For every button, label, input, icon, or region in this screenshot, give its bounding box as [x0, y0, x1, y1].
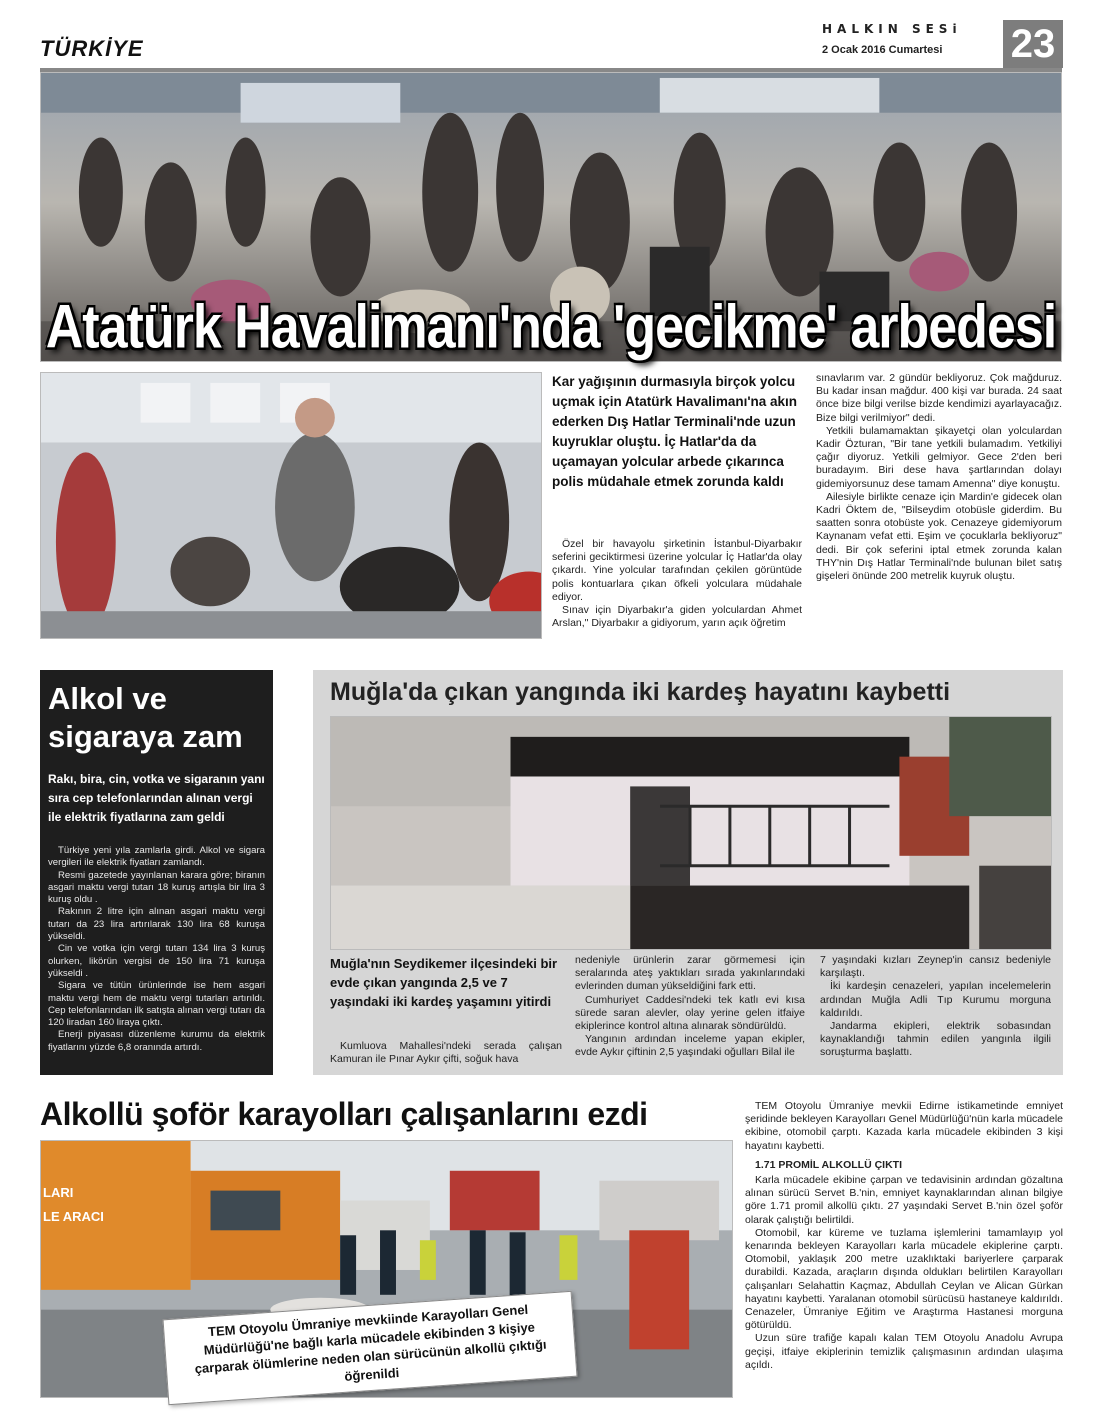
sidebar-p1: Türkiye yeni yıla zamlarla girdi. Alkol ve sigara vergileri ile elektrik fiyatları zamlandı.: [48, 845, 265, 869]
fire-col3-p1: 7 yaşındaki kızları Zeynep'in cansız bedeniyle karşılaştı.: [820, 954, 1051, 980]
accident-p3: Otomobil, kar küreme ve tuzlama işlemlerini tamamlayıp yol kenarında bekleyen Karayolları karla mücadele ekiplerine çarptı. Otomobil, yaklaşık 200 metre uzaklıktaki bariyerlere çarparak durabildi. Kazada, araçların dışında oldukları belirtilen Karayolları çalışanları Selahattin Kaçmaz, Abdullah Ceylan ve Alican Gürkan hayatını kaybetti. Yaralanan otomobil sürücüsü hastaneye kaldırıldı. Cenazeler, Ümraniye Eğitim ve Araştırma Hastanesi morguna götürüldü.: [745, 1226, 1063, 1332]
fire-col2-p3: Yangının ardından inceleme yapan ekipler, evde Aykır çiftinin 2,5 yaşındaki oğulları Bilal ile: [575, 1033, 805, 1059]
sidebar-p4: Cin ve votka için vergi tutarı 134 lira 3 kuruş olurken, likörün vergisi de 150 lira 71 kuruşa yükseldi .: [48, 943, 265, 979]
fire-col2-p1: nedeniyle ürünlerin zarar görmemesi için seralarında ateş yaktıkları sırada yakınlarındaki evlerinden duman yükseldiğini fark etti.: [575, 954, 805, 993]
airport-waiting-photo: [40, 372, 542, 639]
fire-col3-p2: İki kardeşin cenazeleri, yapılan incelemelerin ardından Muğla Adli Tıp Kurumu morguna kaldırıldı.: [820, 980, 1051, 1019]
airport-col2-p2: Yetkili bulamamaktan şikayetçi olan yolculardan Kadir Özturan, "Bir tane yetkili bulamadım. Yetkiliyi çağır diyoruz. Yetkili gelmiyor. Gece 2'den beri buradayım. Biri dese hava şartlarından dolayı gidemiyorsunuz dese tamam Amenna" diye konuştu.: [816, 424, 1062, 490]
burned-house-photo: [330, 716, 1052, 950]
issue-date: 2 Ocak 2016 Cumartesi: [822, 44, 943, 56]
airport-column-2: [816, 372, 1062, 583]
airport-col2-p3: Ailesiyle birlikte cenaze için Mardin'e gidecek olan Kadri Öktem de, "Bilseydim otobüsle giderdim. Bu saatten sonra otobüste yok. Cenazeye gidemiyorum Kaynanam vefat etti. Eşim ve çocuklarla bekliyoruz" dedi. Bir çok seferini iptal etmek zorunda kalan THY'nin Dış Hatlar Terminali'nde bulunan bilet satış gişeleri önünde 200 metrelik kuyruk oluştu.: [816, 490, 1062, 583]
page-number: 23: [1003, 20, 1063, 68]
fire-column-1: [330, 1040, 562, 1066]
sidebar-title-line1: Alkol ve: [48, 681, 167, 716]
airport-headline: Atatürk Havalimanı'nda 'gecikme' arbedesi: [45, 293, 1057, 362]
accident-caption-text: TEM Otoyolu Ümraniye mevkiinde Karayolları Genel Müdürlüğü'ne bağlı karla mücadele ekibinden 3 kişiye çarparak ölümlerine neden olan sürücünün alkollü çıktığı öğrenildi: [194, 1301, 547, 1384]
fire-column-2: [575, 954, 805, 1060]
sidebar-p2: Resmi gazetede yayınlanan karara göre; biranın asgari maktu vergi tutarı 18 kuruş artışla bir lira 3 kuruş oldu .: [48, 869, 265, 906]
fire-col2-p2: Cumhuriyet Caddesi'ndeki tek katlı evi kısa sürede saran alevler, olay yerine gelen itfaiye ekiplerince kontrol altına alınarak söndürüldü.: [575, 993, 805, 1033]
sidebar-p6: Enerji piyasası düzenleme kurumu da elektrik fiyatlarını yüzde 6,8 oranında artırdı.: [48, 1029, 265, 1053]
accident-headline: Alkollü şoför karayolları çalışanlarını ezdi: [40, 1096, 648, 1132]
fire-lead: Muğla'nın Seydikemer ilçesindeki bir evde çıkan yangında 2,5 ve 7 yaşındaki iki kardeş yaşamını yitirdi: [330, 956, 558, 1009]
airport-column-1: [552, 538, 802, 630]
section-title: TÜRKİYE: [40, 36, 144, 61]
sidebar-p3: Rakının 2 litre için alınan asgari maktu vergi tutarı da 23 lira artırılarak 130 lira 68 kuruşa yükseldi.: [48, 906, 265, 943]
accident-subhead: 1.71 PROMİL ALKOLLÜ ÇIKTI: [755, 1158, 903, 1171]
airport-lead: Kar yağışının durmasıyla birçok yolcu uçmak için Atatürk Havalimanı'na akın ederken Dış Hatlar Terminali'nde uzun kuyruklar oluştu. İç Hatlar'da da uçamayan yolcular arbede çıkarınca polis müdahale etmek zorunda kaldı: [552, 374, 798, 489]
sidebar-body: [48, 845, 265, 1054]
fire-col1-p1: Kumluova Mahallesi'ndeki serada çalışan Kamuran ile Pınar Aykır çifti, soğuk hava: [330, 1040, 562, 1066]
sidebar-p5: Sigara ve tütün ürünlerinde ise hem asgari maktu vergi hem de maktu vergi tutarları artırıldı. Cep telefonlarından ilk satışta alınan vergi tutarı da 120 liradan 160 liraya çıktı.: [48, 980, 265, 1029]
accident-p1: TEM Otoyolu Ümraniye mevkii Edirne istikametinde emniyet şeridinde bekleyen Karayolları Genel Müdürlüğü'nün karla mücadele ekibine, otomobil çarptı. Kazada karla mücadele ekibinden 3 kişi hayatını kaybetti.: [745, 1100, 1063, 1152]
airport-col1-p1: Özel bir havayolu şirketinin İstanbul-Diyarbakır seferini geciktirmesi üzerine yolcular İç Hatlar'da olay çıkardı. Yine yolcular tarafından çekilen görüntüde polis kontuarlara çıkan öfkeli yolculara müdahale ediyor.: [552, 538, 802, 603]
fire-headline: Muğla'da çıkan yangında iki kardeş hayatını kaybetti: [330, 678, 951, 706]
accident-p4: Uzun süre trafiğe kapalı kalan TEM Otoyolu Anadolu Avrupa geçişi, itfaiye ekiplerinin temizlik çalışmasının ardından ulaşıma açıldı.: [745, 1332, 1063, 1371]
accident-column: [745, 1100, 1063, 1372]
truck-lettering: LARI LE ARACI: [43, 1185, 104, 1224]
sidebar-lead: Rakı, bira, cin, votka ve sigaranın yanı sıra cep telefonlarından alınan vergi ile elektrik fiyatlarına zam geldi: [48, 772, 265, 824]
accident-p2: Karla mücadele ekibine çarpan ve tedavisinin ardından gözaltına alınan sürücü Servet B.'nin, emniyet kaynaklarından alınan bilgiye göre 1.71 promil alkollü çıktı. 27 yaşındaki Servet B.'nin özel şoför olarak çalıştığı belirtildi.: [745, 1174, 1063, 1226]
newspaper-brand: HALKIN SESi: [822, 22, 962, 36]
airport-col2-p1: sınavlarım var. 2 gündür bekliyoruz. Çok mağduruz. Bu kadar insan mağdur. 400 kişi var burada. 24 saat önce bize bilgi verilse bizde kendimizi ayarlayacağız. Bize bilgi verilmiyor" dedi.: [816, 372, 1062, 424]
airport-col1-p2: Sınav için Diyarbakır'a giden yolculardan Ahmet Arslan," Diyarbakır a gidiyorum, yarın açık öğretim: [552, 604, 802, 630]
sidebar-title-line2: sigaraya zam: [48, 719, 243, 754]
fire-column-3: [820, 954, 1051, 1060]
alcohol-tobacco-sidebar: [40, 670, 273, 1075]
fire-col3-p3: Jandarma ekipleri, elektrik sobasından kaynaklandığı tahmin edilen yangınla ilgili soruşturma başlattı.: [820, 1020, 1051, 1059]
